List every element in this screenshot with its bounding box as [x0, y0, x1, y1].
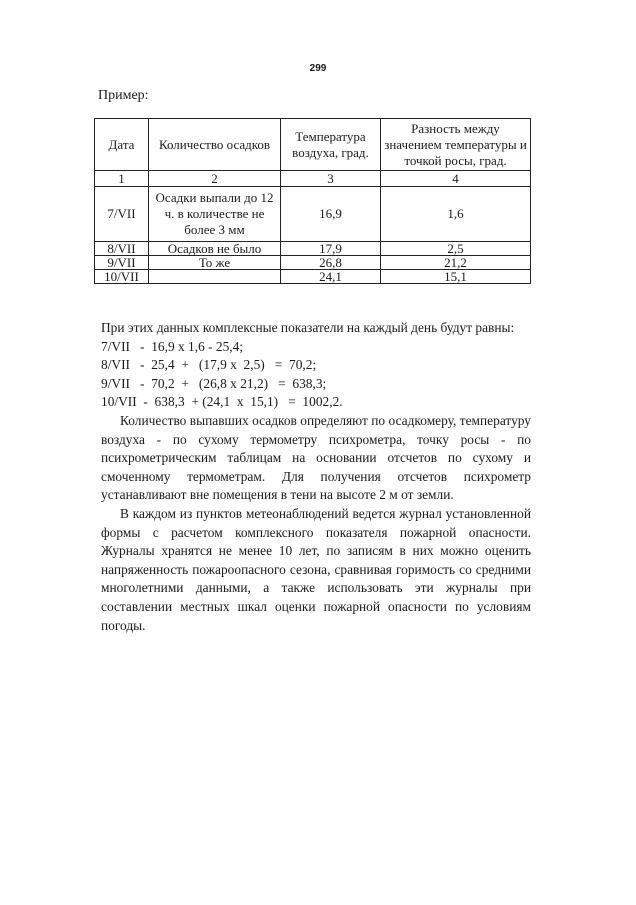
cell-date: 9/VII: [95, 256, 149, 270]
table-row: [95, 256, 531, 270]
table-header-row: [95, 119, 531, 171]
column-number: 3: [281, 171, 381, 187]
cell-temperature: 24,1: [281, 270, 381, 284]
column-number: 2: [149, 171, 281, 187]
intro-line: При этих данных комплексные показатели на каждый день будут равны:: [101, 320, 515, 335]
table-row: [95, 270, 531, 284]
column-number: 1: [95, 171, 149, 187]
cell-date: 7/VII: [95, 187, 149, 242]
formula-line: 7/VII - 16,9 х 1,6 - 25,4;: [101, 338, 244, 354]
cell-difference: 1,6: [381, 187, 531, 242]
cell-precipitation: Осадков не было: [149, 242, 281, 256]
cell-difference: 15,1: [381, 270, 531, 284]
formula-line: 8/VII - 25,4 + (17,9 х 2,5) = 70,2;: [101, 357, 317, 373]
example-label: Пример:: [98, 88, 149, 103]
column-number-row: [95, 171, 531, 187]
header-dewpoint-difference: Разность между значением температуры и точкой росы, град.: [381, 119, 531, 171]
cell-date: 10/VII: [95, 270, 149, 284]
header-temperature: Температура воздуха, град.: [281, 119, 381, 171]
formula-line: 10/VII - 638,3 + (24,1 х 15,1) = 1002,2.: [101, 394, 343, 410]
cell-precipitation: Осадки выпали до 12 ч. в количестве не более 3 мм: [149, 187, 281, 242]
column-number: 4: [381, 171, 531, 187]
cell-temperature: 26,8: [281, 256, 381, 270]
header-precipitation: Количество осадков: [149, 119, 281, 171]
cell-precipitation: То же: [149, 256, 281, 270]
formula-line: 9/VII - 70,2 + (26,8 х 21,2) = 638,3;: [101, 375, 327, 391]
table-row: [95, 187, 531, 242]
page-number: 299: [309, 63, 327, 74]
cell-difference: 2,5: [381, 242, 531, 256]
paragraph: Количество выпавших осадков определяют по осадкомеру, температуру воздуха - по сухому термометру психрометра, точку росы - по психрометрическим таблицам на основании отсчетов по сухому и смоченному термометрам. Для получения отсчетов психрометр устанавливают вне помещения в тени на высоте 2 м от земли.: [101, 412, 531, 503]
data-table: [94, 118, 531, 284]
table-row: [95, 242, 531, 256]
cell-temperature: 16,9: [281, 187, 381, 242]
paragraph: В каждом из пунктов метеонаблюдений ведется журнал установленной формы с расчетом комплексного показателя пожарной опасности. Журналы хранятся не менее 10 лет, по записям в них можно оценить напряженность пожароопасного сезона, сравнивая горимость со средними многолетними данными, а также использовать эти журналы при составлении местных шкал оценки пожарной опасности по условиям погоды.: [101, 505, 531, 633]
cell-temperature: 17,9: [281, 242, 381, 256]
body-text: [101, 319, 531, 635]
cell-difference: 21,2: [381, 256, 531, 270]
header-date: Дата: [95, 119, 149, 171]
cell-date: 8/VII: [95, 242, 149, 256]
cell-precipitation: [149, 270, 281, 284]
